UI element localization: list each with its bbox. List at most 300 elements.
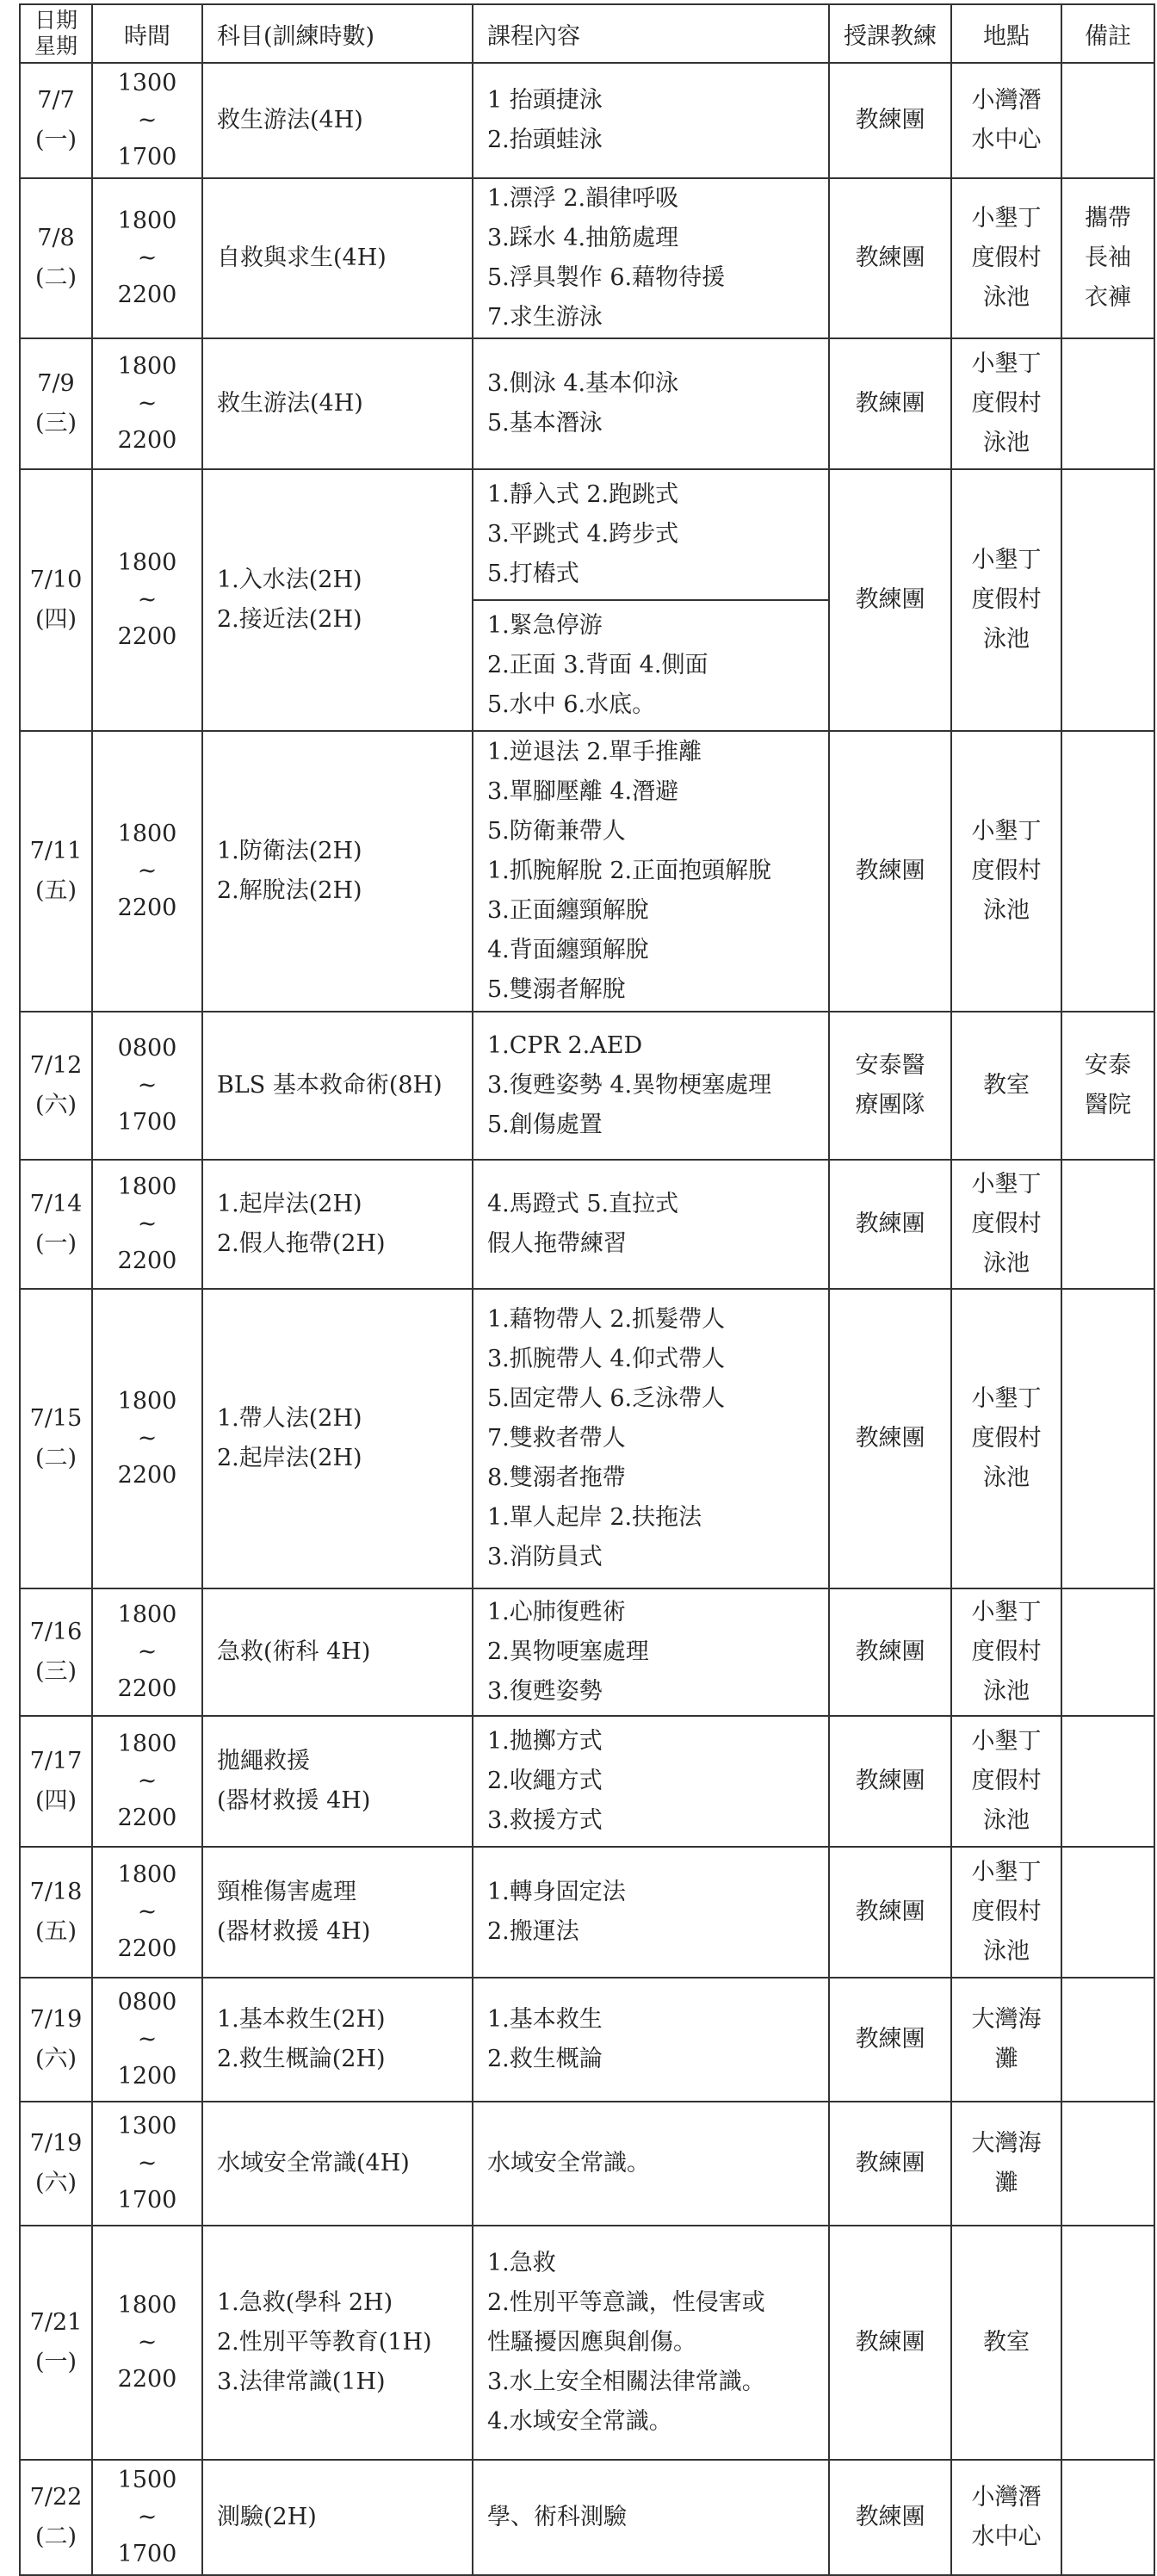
end-time: 2200: [117, 2366, 177, 2393]
note-cell: [1061, 1847, 1154, 1978]
date-value: 7/8: [37, 225, 75, 251]
location-line: 度假村: [971, 858, 1042, 884]
time-cell: [92, 63, 202, 178]
instructor-cell: [829, 338, 951, 469]
content-cell: [473, 731, 829, 1012]
schedule-row: [20, 469, 1154, 731]
date-cell: [20, 1716, 92, 1847]
instructor-line: 教練團: [855, 107, 925, 133]
time-cell: [92, 1160, 202, 1289]
end-time: 2200: [117, 282, 177, 308]
subject-line: 1.基本救生(2H): [217, 2006, 386, 2033]
note-cell: [1061, 731, 1154, 1012]
location-line: 水中心: [971, 2523, 1042, 2550]
content-line: 3.踩水 4.抽筋處理: [487, 225, 679, 251]
header-content: 課程內容: [473, 4, 829, 63]
date-value: 7/22: [29, 2484, 83, 2511]
note-cell: [1061, 1012, 1154, 1160]
time-cell: [92, 1847, 202, 1978]
date-cell: [20, 1588, 92, 1716]
start-time: 1800: [117, 353, 177, 380]
content-cell: [473, 1160, 829, 1289]
subject-line: 2.起岸法(2H): [217, 1445, 362, 1471]
subject-line: 1.帶人法(2H): [217, 1405, 362, 1432]
date-cell: [20, 63, 92, 178]
date-cell: [20, 1012, 92, 1160]
start-time: 1800: [117, 1861, 177, 1888]
note-line: 醫院: [1085, 1092, 1131, 1118]
subject-line: 1.急救(學科 2H): [217, 2289, 393, 2316]
time-cell: [92, 2226, 202, 2460]
content-cell: [473, 2460, 829, 2575]
weekday-value: (四): [34, 606, 77, 633]
date-value: 7/11: [29, 838, 83, 864]
location-cell: [951, 2460, 1061, 2575]
location-line: 灘: [994, 2046, 1018, 2072]
start-time: 1800: [117, 2292, 177, 2319]
instructor-line: 教練團: [855, 1211, 925, 1237]
content-line: 3.平跳式 4.跨步式: [487, 521, 679, 548]
date-cell: [20, 731, 92, 1012]
subject-cell: [202, 731, 473, 1012]
instructor-cell: [829, 1012, 951, 1160]
location-line: 泳池: [983, 897, 1030, 924]
date-cell: [20, 1289, 92, 1588]
content-line: 4.背面纏頸解脫: [487, 937, 649, 963]
schedule-row: [20, 731, 1154, 1012]
location-line: 小墾丁: [971, 1385, 1042, 1412]
start-time: 1800: [117, 207, 177, 234]
date-value: 7/18: [29, 1879, 83, 1905]
instructor-cell: [829, 1716, 951, 1847]
location-cell: [951, 1978, 1061, 2102]
subject-line: 3.法律常識(1H): [217, 2369, 386, 2395]
start-time: 1800: [117, 1601, 177, 1628]
location-line: 泳池: [983, 1464, 1030, 1491]
schedule-body: [20, 63, 1154, 2575]
time-cell: [92, 731, 202, 1012]
weekday-value: (六): [34, 2046, 77, 2072]
location-line: 小墾丁: [971, 547, 1042, 573]
instructor-line: 安泰醫: [855, 1052, 925, 1079]
subject-cell: [202, 469, 473, 731]
content-cell: [473, 178, 829, 338]
instructor-cell: [829, 2102, 951, 2226]
location-cell: [951, 1012, 1061, 1160]
schedule-row: [20, 338, 1154, 469]
content-cell: [473, 2102, 829, 2226]
note-cell: [1061, 1588, 1154, 1716]
schedule-row: [20, 1978, 1154, 2102]
subject-cell: [202, 1716, 473, 1847]
instructor-cell: [829, 63, 951, 178]
location-line: 灘: [994, 2170, 1018, 2196]
date-cell: [20, 2460, 92, 2575]
location-line: 小灣潛: [971, 87, 1042, 114]
location-line: 小墾丁: [971, 205, 1042, 232]
content-line: 3.水上安全相關法律常識。: [487, 2369, 765, 2395]
content-line: 1.漂浮 2.韻律呼吸: [487, 185, 679, 212]
note-cell: [1061, 1289, 1154, 1588]
time-separator: ~: [137, 2329, 158, 2356]
location-cell: [951, 338, 1061, 469]
subject-cell: [202, 1012, 473, 1160]
time-cell: [92, 2460, 202, 2575]
start-time: 1500: [117, 2467, 177, 2493]
content-line: 5.打樁式: [487, 560, 579, 587]
note-line: 衣褲: [1085, 284, 1131, 311]
end-time: 2200: [117, 1462, 177, 1489]
time-separator: ~: [137, 586, 158, 613]
date-value: 7/16: [29, 1619, 83, 1645]
content-line: 5.雙溺者解脫: [487, 976, 626, 1003]
instructor-cell: [829, 469, 951, 731]
location-line: 泳池: [983, 1938, 1030, 1965]
instructor-cell: [829, 178, 951, 338]
date-cell: [20, 1847, 92, 1978]
weekday-value: (五): [34, 1918, 77, 1945]
schedule-row: [20, 1716, 1154, 1847]
content-line: 2.抬頭蛙泳: [487, 127, 603, 153]
instructor-line: 教練團: [855, 586, 925, 613]
instructor-cell: [829, 731, 951, 1012]
end-time: 1700: [117, 144, 177, 170]
weekday-value: (二): [34, 264, 77, 291]
date-value: 7/12: [29, 1052, 83, 1079]
location-line: 小墾丁: [971, 1599, 1042, 1625]
header-date: 日期 星期: [20, 4, 92, 63]
weekday-value: (六): [34, 2170, 77, 2196]
time-separator: ~: [137, 2026, 158, 2053]
subject-line: 急救(術科 4H): [217, 1638, 371, 1665]
schedule-row: [20, 1289, 1154, 1588]
content-section: [473, 470, 828, 599]
instructor-cell: [829, 1289, 951, 1588]
subject-cell: [202, 2102, 473, 2226]
content-cell: [473, 1847, 829, 1978]
start-time: 0800: [117, 1989, 177, 2016]
subject-line: 2.接近法(2H): [217, 606, 362, 633]
content-line: 1 抬頭捷泳: [487, 87, 603, 114]
end-time: 1700: [117, 2187, 177, 2214]
instructor-line: 教練團: [855, 1638, 925, 1665]
instructor-line: 療團隊: [855, 1092, 925, 1118]
location-cell: [951, 1716, 1061, 1847]
location-line: 泳池: [983, 1807, 1030, 1834]
note-cell: [1061, 2460, 1154, 2575]
instructor-line: 教練團: [855, 2150, 925, 2177]
content-line: 5.創傷處置: [487, 1112, 603, 1138]
start-time: 1800: [117, 1388, 177, 1415]
content-line: 1.CPR 2.AED: [487, 1032, 643, 1059]
date-value: 7/19: [29, 2006, 83, 2033]
subject-line: 2.救生概論(2H): [217, 2046, 386, 2072]
time-separator: ~: [137, 107, 158, 133]
location-line: 度假村: [971, 390, 1042, 417]
header-row: [20, 4, 1154, 63]
time-cell: [92, 1012, 202, 1160]
instructor-cell: [829, 1978, 951, 2102]
subject-cell: [202, 1160, 473, 1289]
subject-line: 救生游法(4H): [217, 107, 363, 133]
header-time: 時間: [92, 4, 202, 63]
content-line: 5.基本潛泳: [487, 410, 603, 437]
content-line: 1.緊急停游: [487, 612, 603, 639]
location-cell: [951, 1289, 1061, 1588]
end-time: 2200: [117, 1935, 177, 1962]
instructor-line: 教練團: [855, 390, 925, 417]
subject-line: (器材救援 4H): [217, 1787, 371, 1814]
schedule-row: [20, 178, 1154, 338]
content-cell: [473, 2226, 829, 2460]
start-time: 1800: [117, 1173, 177, 1200]
start-time: 1300: [117, 2113, 177, 2139]
content-line: 性騷擾因應與創傷。: [487, 2329, 696, 2356]
instructor-line: 教練團: [855, 2026, 925, 2053]
end-time: 2200: [117, 623, 177, 650]
time-separator: ~: [137, 1768, 158, 1794]
weekday-value: (二): [34, 2523, 77, 2550]
subject-line: 2.假人拖帶(2H): [217, 1230, 386, 1257]
content-line: 1.逆退法 2.單手推離: [487, 739, 702, 765]
content-section: [473, 599, 828, 730]
location-line: 教室: [983, 2329, 1030, 2356]
location-cell: [951, 1160, 1061, 1289]
content-line: 4.水域安全常識。: [487, 2408, 672, 2435]
content-cell: [473, 1978, 829, 2102]
instructor-cell: [829, 1847, 951, 1978]
location-cell: [951, 2226, 1061, 2460]
location-line: 泳池: [983, 1678, 1030, 1705]
start-time: 1800: [117, 820, 177, 847]
content-line: 2.性別平等意識，性侵害或: [487, 2289, 765, 2316]
subject-line: 2.解脫法(2H): [217, 877, 362, 904]
time-cell: [92, 1978, 202, 2102]
content-line: 5.水中 6.水底。: [487, 691, 656, 718]
date-value: 7/17: [29, 1748, 83, 1774]
date-cell: [20, 469, 92, 731]
header-instructor: 授課教練: [829, 4, 951, 63]
time-cell: [92, 338, 202, 469]
date-value: 7/7: [37, 87, 75, 114]
location-cell: [951, 63, 1061, 178]
time-cell: [92, 178, 202, 338]
date-value: 7/15: [29, 1405, 83, 1432]
schedule-row: [20, 1847, 1154, 1978]
subject-cell: [202, 2226, 473, 2460]
time-cell: [92, 1588, 202, 1716]
content-line: 2.正面 3.背面 4.側面: [487, 652, 708, 678]
location-cell: [951, 469, 1061, 731]
note-cell: [1061, 2102, 1154, 2226]
date-value: 7/10: [29, 567, 83, 593]
content-line: 8.雙溺者拖帶: [487, 1464, 626, 1491]
content-line: 3.單腳壓離 4.潛避: [487, 778, 679, 805]
content-line: 假人拖帶練習: [487, 1230, 627, 1257]
location-line: 大灣海: [971, 2006, 1042, 2033]
content-cell: [473, 1588, 829, 1716]
note-cell: [1061, 178, 1154, 338]
content-line: 7.求生游泳: [487, 304, 603, 331]
subject-line: 1.起岸法(2H): [217, 1191, 362, 1217]
weekday-value: (三): [34, 410, 77, 437]
date-cell: [20, 338, 92, 469]
content-line: 3.消防員式: [487, 1544, 603, 1570]
time-separator: ~: [137, 858, 158, 884]
instructor-line: 教練團: [855, 1898, 925, 1925]
date-value: 7/21: [29, 2309, 83, 2336]
instructor-line: 教練團: [855, 2329, 925, 2356]
instructor-line: 教練團: [855, 1425, 925, 1452]
location-line: 泳池: [983, 284, 1030, 311]
content-line: 2.收繩方式: [487, 1768, 603, 1794]
weekday-value: (四): [34, 1787, 77, 1814]
subject-line: 自救與求生(4H): [217, 245, 387, 271]
content-line: 3.復甦姿勢 4.異物梗塞處理: [487, 1072, 772, 1099]
note-line: 攜帶: [1085, 205, 1131, 232]
time-separator: ~: [137, 1211, 158, 1237]
content-line: 1.轉身固定法: [487, 1879, 626, 1905]
training-schedule-table: [19, 3, 1155, 2576]
note-line: 安泰: [1085, 1052, 1131, 1079]
content-line: 1.單人起岸 2.扶拖法: [487, 1504, 702, 1531]
time-cell: [92, 1716, 202, 1847]
location-line: 度假村: [971, 586, 1042, 613]
note-line: 長袖: [1085, 245, 1131, 271]
time-separator: ~: [137, 2504, 158, 2530]
location-line: 水中心: [971, 127, 1042, 153]
note-cell: [1061, 1978, 1154, 2102]
note-cell: [1061, 338, 1154, 469]
location-line: 度假村: [971, 245, 1042, 271]
content-line: 2.異物哽塞處理: [487, 1638, 649, 1665]
content-cell: [473, 1289, 829, 1588]
end-time: 2200: [117, 895, 177, 921]
end-time: 1700: [117, 2541, 177, 2567]
content-line: 2.救生概論: [487, 2046, 603, 2072]
schedule-row: [20, 1160, 1154, 1289]
location-line: 度假村: [971, 1638, 1042, 1665]
date-value: 7/9: [37, 370, 75, 397]
instructor-line: 教練團: [855, 858, 925, 884]
content-cell: [473, 338, 829, 469]
content-line: 3.側泳 4.基本仰泳: [487, 370, 679, 397]
location-cell: [951, 2102, 1061, 2226]
subject-cell: [202, 178, 473, 338]
subject-line: 救生游法(4H): [217, 390, 363, 417]
date-value: 7/19: [29, 2130, 83, 2157]
subject-cell: [202, 2460, 473, 2575]
start-time: 0800: [117, 1035, 177, 1062]
weekday-value: (一): [34, 127, 77, 153]
weekday-value: (一): [34, 1230, 77, 1257]
content-line: 3.救援方式: [487, 1807, 603, 1834]
instructor-cell: [829, 1588, 951, 1716]
content-line: 1.藉物帶人 2.抓髮帶人: [487, 1306, 726, 1333]
weekday-value: (二): [34, 1445, 77, 1471]
content-line: 水域安全常識。: [487, 2150, 650, 2177]
location-line: 度假村: [971, 1425, 1042, 1452]
content-line: 2.搬運法: [487, 1918, 579, 1945]
date-cell: [20, 1978, 92, 2102]
schedule-row: [20, 1588, 1154, 1716]
content-line: 7.雙救者帶人: [487, 1425, 626, 1452]
location-line: 小墾丁: [971, 1728, 1042, 1755]
content-line: 1.心肺復甦術: [487, 1599, 626, 1625]
header-location: 地點: [951, 4, 1061, 63]
instructor-line: 教練團: [855, 245, 925, 271]
end-time: 1200: [117, 2063, 177, 2090]
schedule-row: [20, 1012, 1154, 1160]
note-cell: [1061, 2226, 1154, 2460]
schedule-row: [20, 2102, 1154, 2226]
time-cell: [92, 469, 202, 731]
weekday-value: (五): [34, 877, 77, 904]
location-line: 泳池: [983, 430, 1030, 456]
content-line: 5.防衛兼帶人: [487, 818, 626, 845]
date-cell: [20, 2102, 92, 2226]
start-time: 1300: [117, 70, 177, 96]
end-time: 1700: [117, 1109, 177, 1136]
content-line: 1.急救: [487, 2250, 556, 2276]
content-line: 3.抓腕帶人 4.仰式帶人: [487, 1346, 726, 1372]
note-cell: [1061, 1160, 1154, 1289]
date-cell: [20, 1160, 92, 1289]
time-separator: ~: [137, 1638, 158, 1665]
content-line: 1.靜入式 2.跑跳式: [487, 481, 679, 508]
content-line: 1.拋擲方式: [487, 1728, 603, 1755]
note-cell: [1061, 469, 1154, 731]
content-line: 1.基本救生: [487, 2006, 603, 2033]
location-line: 度假村: [971, 1768, 1042, 1794]
subject-cell: [202, 1978, 473, 2102]
time-separator: ~: [137, 245, 158, 271]
end-time: 2200: [117, 1248, 177, 1274]
instructor-cell: [829, 1160, 951, 1289]
note-cell: [1061, 63, 1154, 178]
location-cell: [951, 1588, 1061, 1716]
subject-line: 2.性別平等教育(1H): [217, 2329, 432, 2356]
time-separator: ~: [137, 2150, 158, 2177]
instructor-cell: [829, 2460, 951, 2575]
content-line: 3.復甦姿勢: [487, 1678, 603, 1705]
weekday-value: (三): [34, 1658, 77, 1685]
end-time: 2200: [117, 1675, 177, 1702]
instructor-line: 教練團: [855, 1768, 925, 1794]
location-line: 小墾丁: [971, 1859, 1042, 1886]
location-line: 小灣潛: [971, 2484, 1042, 2511]
instructor-cell: [829, 2226, 951, 2460]
subject-cell: [202, 1588, 473, 1716]
date-value: 7/14: [29, 1191, 83, 1217]
location-line: 泳池: [983, 1250, 1030, 1277]
content-line: 5.浮具製作 6.藉物待援: [487, 264, 726, 291]
schedule-row: [20, 2226, 1154, 2460]
subject-line: 水域安全常識(4H): [217, 2150, 410, 2177]
date-cell: [20, 178, 92, 338]
schedule-row: [20, 2460, 1154, 2575]
location-line: 度假村: [971, 1211, 1042, 1237]
content-line: 學、術科測驗: [487, 2504, 627, 2530]
location-line: 小墾丁: [971, 350, 1042, 377]
date-cell: [20, 2226, 92, 2460]
subject-line: (器材救援 4H): [217, 1918, 371, 1945]
start-time: 1800: [117, 1731, 177, 1757]
note-cell: [1061, 1716, 1154, 1847]
location-line: 小墾丁: [971, 1171, 1042, 1198]
instructor-line: 教練團: [855, 2504, 925, 2530]
time-separator: ~: [137, 1898, 158, 1925]
